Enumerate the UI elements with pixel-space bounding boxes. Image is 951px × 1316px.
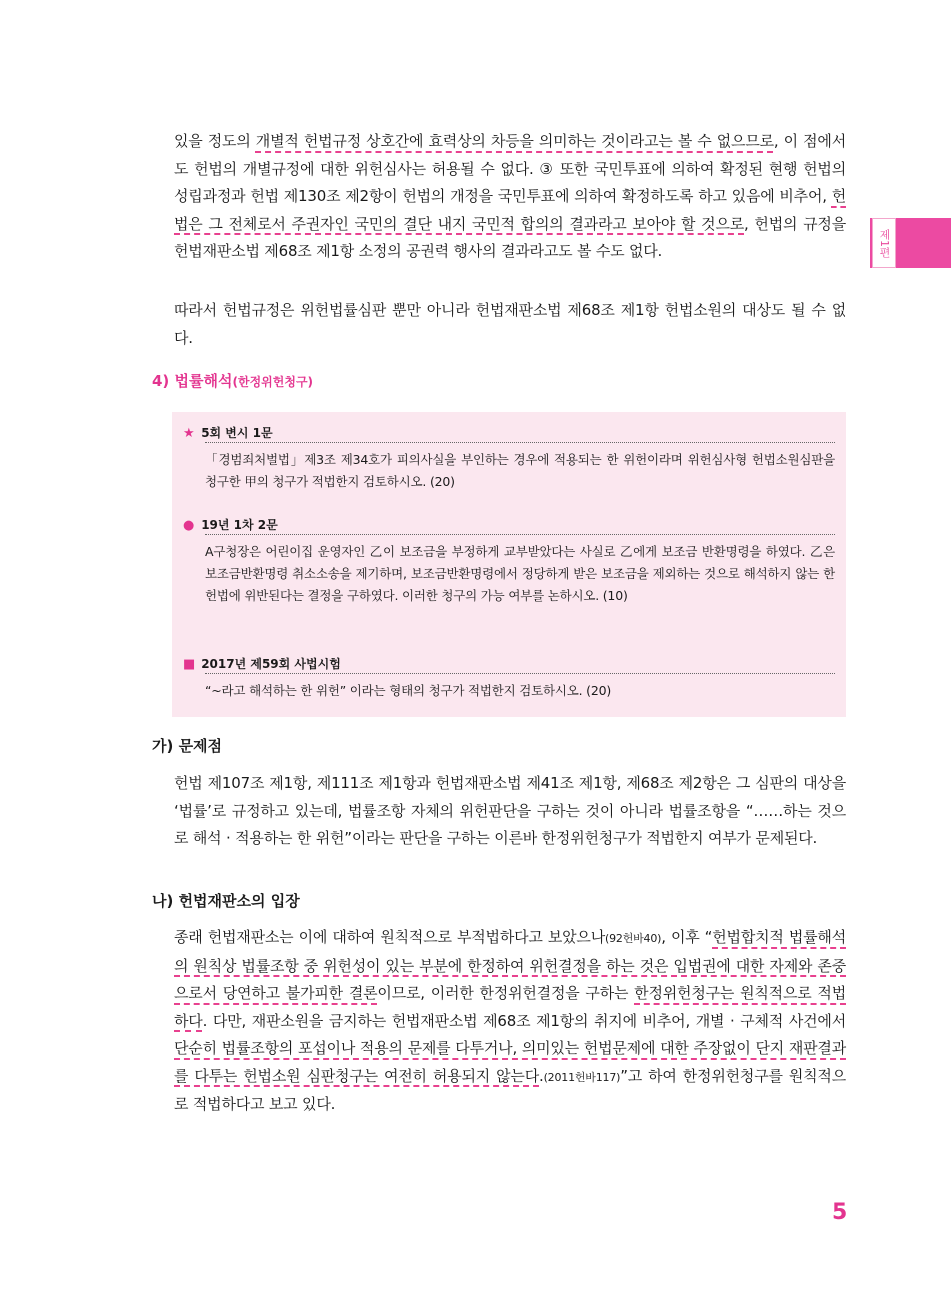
exam-source: 19년 1차 2문 (201, 518, 278, 532)
underlined-phrase-2: 헌법은 그 전체로서 주권자인 국민의 결단 내지 국민적 합의의 결과라고 보아야 할 것으로 (174, 187, 846, 233)
exam-item-heading (183, 516, 835, 538)
circle-bullet-icon: ● (183, 518, 195, 533)
star-icon: ★ (183, 426, 195, 441)
section-paren: (한정위헌청구) (232, 375, 314, 389)
body-text: . 다만, 재판소원을 금지하는 헌법재판소법 제68조 제1항의 취지에 비추어, 개별 · 구체적 사건에서 (202, 1011, 846, 1030)
intro-paragraph-1 (174, 128, 846, 266)
subsection-heading-ga: 가) 문제점 (152, 737, 223, 755)
subsection-ga-body: 헌법 제107조 제1항, 제111조 제1항과 헌법재판소법 제41조 제1항, 제68조 제2항은 그 심판의 대상을 ‘법률’로 규정하고 있는데, 법률조항 자체의 위헌판단을 구하는 것이 아니라 법률조항을 “……하는 것으로 해석 · 적용하는 한 위헌”이라는 판단을 구하는 이른바 한정위헌청구가 적법한지 여부가 문제된다. (174, 774, 846, 847)
case-citation: (92헌바40) (605, 932, 662, 945)
body-text: 이므로, 이러한 한정위헌결정을 구하는 (377, 984, 635, 1002)
body-text: , 이후 “ (661, 928, 713, 946)
exam-item (183, 424, 835, 493)
exam-questions-box (172, 412, 846, 717)
section-heading (152, 370, 313, 391)
underlined-phrase: 헌법합치적 법률해석의 원칙상 법률조항 중 위헌성이 있는 부분에 한정하여 위헌결정을 하는 것은 입법권에 대한 자제와 존중으로서 당연하고 불가피한 결론 (174, 928, 847, 1002)
exam-question: “~라고 해석하는 한 위헌” 이라는 형태의 청구가 적법한지 검토하시오. (20) (205, 683, 612, 698)
body-text: ”고 하여 한정위헌청구를 원칙적으로 적법하다고 보고 있다. (174, 1066, 846, 1113)
intro-text-3: , 헌법의 규정을 헌법재판소법 제68조 제1항 소정의 공권력 행사의 결과라고도 볼 수도 없다. (174, 214, 846, 260)
exam-item (183, 516, 835, 607)
intro-text-1: 있을 정도의 (174, 132, 256, 150)
subsection-na-body (174, 924, 846, 1119)
exam-question: A구청장은 어린이집 운영자인 乙이 보조금을 부정하게 교부받았다는 사실로 乙에게 보조금 반환명령을 하였다. 乙은 보조금반환명령 취소소송을 제기하며, 보조금반환명령에서 정당하게 받은 보조금을 제외하는 것으로 해석하지 않는 한 헌법에 위반된다는 결정을 구하였다. 이러한 청구의 가능 여부를 논하시오. (10) (205, 544, 835, 603)
page-number: 5 (832, 1200, 848, 1225)
section-title: 법률해석 (174, 372, 233, 390)
square-bullet-icon: ■ (183, 657, 196, 672)
body-text: 종래 헌법재판소는 이에 대하여 원칙적으로 부적법하다고 보았으나 (174, 928, 605, 946)
case-citation: (2011헌바117) (543, 1070, 621, 1084)
underlined-phrase: 단순히 법률조항의 포섭이나 적용의 문제를 다투거나, 의미있는 헌법문제에 대한 주장없이 단지 재판결과를 다투는 헌법소원 심판청구는 여전히 허용되지 않는다 (174, 1039, 846, 1085)
section-number: 4) (152, 372, 170, 390)
exam-item-heading (183, 424, 835, 446)
side-tab-label: 제1편 (872, 218, 896, 268)
intro-text-2: , 이 점에서도 헌법의 개별규정에 대한 위헌심사는 허용될 수 없다. ③ 또한 국민투표에 의하여 확정된 현행 헌법의 성립과정과 헌법 제130조 제2항이 헌법의 개정을 국민투표에 의하여 확정하도록 하고 있음에 비추어, (174, 132, 846, 205)
underlined-phrase: 한정위헌청구는 원칙적으로 적법하다 (174, 984, 846, 1030)
exam-source: 2017년 제59회 사법시험 (201, 657, 341, 671)
exam-item (183, 655, 835, 702)
body-text: . (539, 1066, 544, 1085)
exam-question: 「경범죄처벌법」제3조 제34호가 피의사실을 부인하는 경우에 적용되는 한 위헌이라며 위헌심사형 헌법소원심판을 청구한 甲의 청구가 적법한지 검토하시오. (20) (205, 452, 835, 489)
subsection-heading-na: 나) 헌법재판소의 입장 (152, 892, 300, 910)
underlined-phrase-1: 개별적 헌법규정 상호간에 효력상의 차등을 의미하는 것이라고는 볼 수 없으므로 (255, 132, 774, 150)
exam-source: 5회 변시 1문 (201, 426, 273, 440)
intro-paragraph-2: 따라서 헌법규정은 위헌법률심판 뿐만 아니라 헌법재판소법 제68조 제1항 헌법소원의 대상도 될 수 없다. (174, 301, 846, 347)
exam-item-heading (183, 655, 835, 677)
